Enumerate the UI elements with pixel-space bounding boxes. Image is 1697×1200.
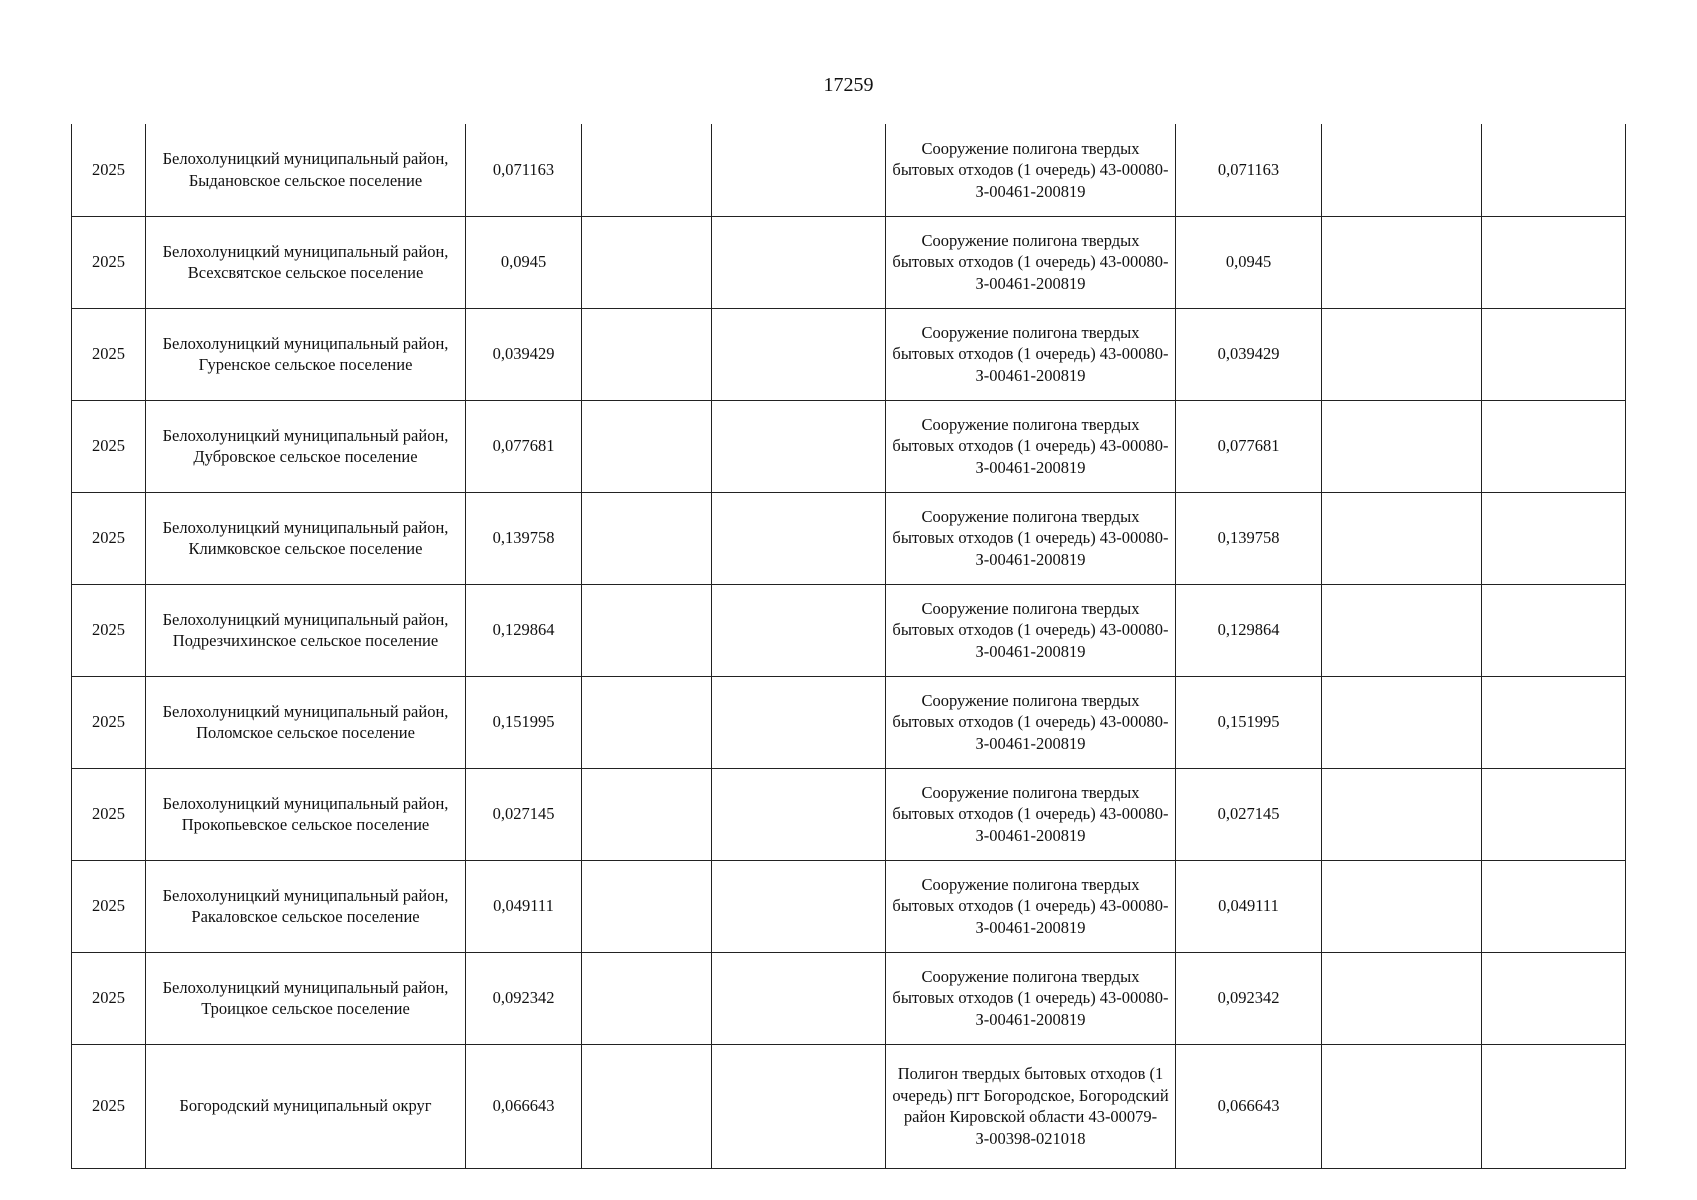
year-cell: 2025	[72, 584, 146, 676]
table-row	[72, 1044, 1626, 1168]
territory-cell: Белохолуницкий муниципальный район, Всехсвятское сельское поселение	[146, 216, 466, 308]
territory-cell: Белохолуницкий муниципальный район, Климковское сельское поселение	[146, 492, 466, 584]
empty-cell	[712, 124, 886, 216]
object-value-cell: 0,071163	[1176, 124, 1322, 216]
value-cell: 0,066643	[466, 1044, 582, 1168]
territory-cell: Богородский муниципальный округ	[146, 1044, 466, 1168]
object-value-cell: 0,039429	[1176, 308, 1322, 400]
year-cell: 2025	[72, 1044, 146, 1168]
empty-cell	[712, 216, 886, 308]
empty-cell	[582, 308, 712, 400]
empty-cell	[1482, 1044, 1626, 1168]
empty-cell	[712, 584, 886, 676]
empty-cell	[712, 860, 886, 952]
object-value-cell: 0,027145	[1176, 768, 1322, 860]
territory-cell: Белохолуницкий муниципальный район, Прокопьевское сельское поселение	[146, 768, 466, 860]
object-value-cell: 0,049111	[1176, 860, 1322, 952]
object-cell: Сооружение полигона твердых бытовых отходов (1 очередь) 43-00080-З-00461-200819	[886, 216, 1176, 308]
empty-cell	[1482, 400, 1626, 492]
object-value-cell: 0,0945	[1176, 216, 1322, 308]
territory-cell: Белохолуницкий муниципальный район, Подрезчихинское сельское поселение	[146, 584, 466, 676]
empty-cell	[712, 492, 886, 584]
empty-cell	[582, 400, 712, 492]
year-cell: 2025	[72, 216, 146, 308]
year-cell: 2025	[72, 124, 146, 216]
territory-cell: Белохолуницкий муниципальный район, Гуренское сельское поселение	[146, 308, 466, 400]
empty-cell	[1322, 1044, 1482, 1168]
table-row	[72, 584, 1626, 676]
empty-cell	[1322, 952, 1482, 1044]
empty-cell	[712, 768, 886, 860]
empty-cell	[1322, 492, 1482, 584]
table-row	[72, 400, 1626, 492]
object-value-cell: 0,077681	[1176, 400, 1322, 492]
value-cell: 0,151995	[466, 676, 582, 768]
empty-cell	[1322, 584, 1482, 676]
empty-cell	[582, 952, 712, 1044]
year-cell: 2025	[72, 860, 146, 952]
object-cell: Сооружение полигона твердых бытовых отходов (1 очередь) 43-00080-З-00461-200819	[886, 400, 1176, 492]
table-row	[72, 676, 1626, 768]
empty-cell	[1482, 216, 1626, 308]
value-cell: 0,027145	[466, 768, 582, 860]
year-cell: 2025	[72, 676, 146, 768]
empty-cell	[582, 216, 712, 308]
value-cell: 0,071163	[466, 124, 582, 216]
empty-cell	[712, 952, 886, 1044]
empty-cell	[582, 1044, 712, 1168]
empty-cell	[1482, 860, 1626, 952]
object-cell: Сооружение полигона твердых бытовых отходов (1 очередь) 43-00080-З-00461-200819	[886, 676, 1176, 768]
empty-cell	[1322, 124, 1482, 216]
empty-cell	[582, 584, 712, 676]
value-cell: 0,092342	[466, 952, 582, 1044]
object-cell: Сооружение полигона твердых бытовых отходов (1 очередь) 43-00080-З-00461-200819	[886, 952, 1176, 1044]
empty-cell	[1482, 676, 1626, 768]
year-cell: 2025	[72, 492, 146, 584]
data-table	[71, 124, 1626, 1169]
empty-cell	[1482, 768, 1626, 860]
empty-cell	[1322, 308, 1482, 400]
table-row	[72, 124, 1626, 216]
object-cell: Сооружение полигона твердых бытовых отходов (1 очередь) 43-00080-З-00461-200819	[886, 492, 1176, 584]
empty-cell	[712, 308, 886, 400]
table-row	[72, 216, 1626, 308]
year-cell: 2025	[72, 400, 146, 492]
empty-cell	[1322, 676, 1482, 768]
table-row	[72, 860, 1626, 952]
object-cell: Сооружение полигона твердых бытовых отходов (1 очередь) 43-00080-З-00461-200819	[886, 584, 1176, 676]
table-row	[72, 768, 1626, 860]
empty-cell	[712, 1044, 886, 1168]
territory-cell: Белохолуницкий муниципальный район, Дубровское сельское поселение	[146, 400, 466, 492]
value-cell: 0,077681	[466, 400, 582, 492]
territory-cell: Белохолуницкий муниципальный район, Быдановское сельское поселение	[146, 124, 466, 216]
table-row	[72, 492, 1626, 584]
value-cell: 0,139758	[466, 492, 582, 584]
year-cell: 2025	[72, 768, 146, 860]
empty-cell	[582, 860, 712, 952]
empty-cell	[582, 492, 712, 584]
object-cell: Сооружение полигона твердых бытовых отходов (1 очередь) 43-00080-З-00461-200819	[886, 860, 1176, 952]
object-cell: Сооружение полигона твердых бытовых отходов (1 очередь) 43-00080-З-00461-200819	[886, 768, 1176, 860]
empty-cell	[1322, 768, 1482, 860]
empty-cell	[1482, 492, 1626, 584]
object-value-cell: 0,092342	[1176, 952, 1322, 1044]
empty-cell	[1322, 216, 1482, 308]
value-cell: 0,039429	[466, 308, 582, 400]
object-cell: Полигон твердых бытовых отходов (1 очередь) пгт Богородское, Богородский район Кировской области 43-00079-З-00398-021018	[886, 1044, 1176, 1168]
object-value-cell: 0,139758	[1176, 492, 1322, 584]
empty-cell	[1322, 860, 1482, 952]
object-cell: Сооружение полигона твердых бытовых отходов (1 очередь) 43-00080-З-00461-200819	[886, 308, 1176, 400]
object-value-cell: 0,151995	[1176, 676, 1322, 768]
object-value-cell: 0,129864	[1176, 584, 1322, 676]
object-cell: Сооружение полигона твердых бытовых отходов (1 очередь) 43-00080-З-00461-200819	[886, 124, 1176, 216]
page-number: 17259	[823, 74, 874, 96]
object-value-cell: 0,066643	[1176, 1044, 1322, 1168]
value-cell: 0,129864	[466, 584, 582, 676]
empty-cell	[1482, 124, 1626, 216]
empty-cell	[1322, 400, 1482, 492]
year-cell: 2025	[72, 952, 146, 1044]
table-row	[72, 308, 1626, 400]
table-body	[72, 124, 1626, 1168]
empty-cell	[1482, 308, 1626, 400]
empty-cell	[1482, 584, 1626, 676]
empty-cell	[582, 124, 712, 216]
year-cell: 2025	[72, 308, 146, 400]
territory-cell: Белохолуницкий муниципальный район, Поломское сельское поселение	[146, 676, 466, 768]
table-row	[72, 952, 1626, 1044]
empty-cell	[582, 768, 712, 860]
empty-cell	[1482, 952, 1626, 1044]
empty-cell	[582, 676, 712, 768]
territory-cell: Белохолуницкий муниципальный район, Ракаловское сельское поселение	[146, 860, 466, 952]
territory-cell: Белохолуницкий муниципальный район, Троицкое сельское поселение	[146, 952, 466, 1044]
empty-cell	[712, 400, 886, 492]
value-cell: 0,049111	[466, 860, 582, 952]
empty-cell	[712, 676, 886, 768]
value-cell: 0,0945	[466, 216, 582, 308]
